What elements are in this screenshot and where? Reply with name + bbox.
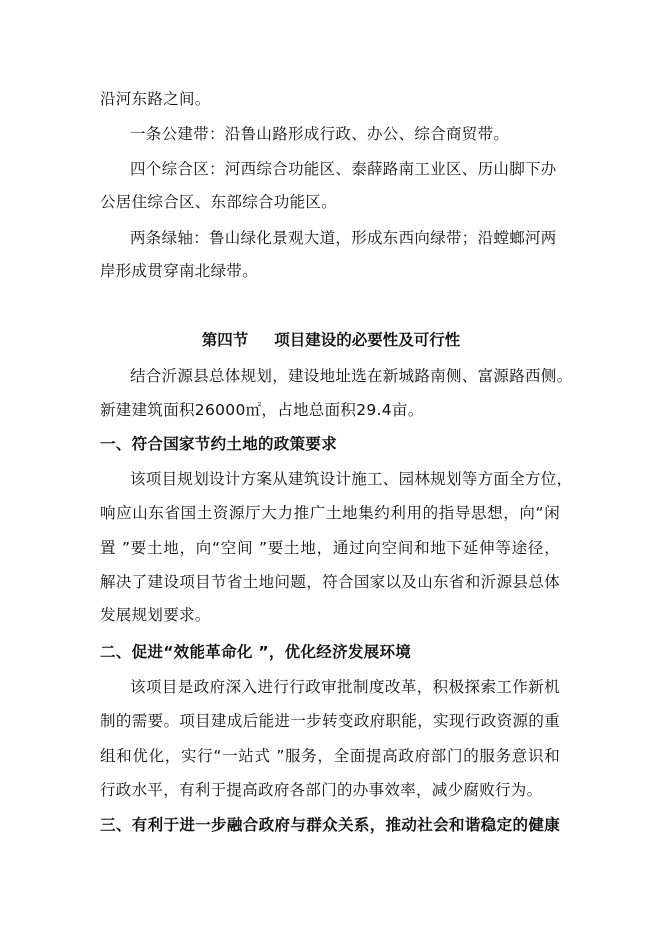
subheading-2: 二、促进“效能革命化 ”，优化经济发展环境: [100, 643, 412, 661]
paragraph-line: 岸形成贯穿南北绿带。: [100, 262, 259, 280]
section-heading: [0, 330, 662, 350]
subheading-1: 一、符合国家节约土地的政策要求: [100, 435, 338, 453]
paragraph-line: 组和优化，实行“一站式 ”服务，全面提高政府部门的服务意识和: [100, 747, 560, 765]
paragraph-line: 解决了建设项目节省土地问题，符合国家以及山东省和沂源县总体: [100, 573, 560, 591]
paragraph-line: 发展规划要求。: [100, 606, 211, 624]
paragraph-line: 行政水平，有利于提高政府各部门的办事效率，减少腐败行为。: [100, 781, 543, 799]
paragraph-line: 新建建筑面积26000㎡，占地总面积29.4亩。: [100, 401, 424, 419]
paragraph-line: 响应山东省国土资源厅大力推广土地集约利用的指导思想，向“闲: [100, 504, 560, 522]
paragraph-line: 两条绿轴：鲁山绿化景观大道，形成东西向绿带；沿螳螂河两: [130, 229, 557, 247]
section-number: 第四节: [201, 331, 249, 349]
paragraph-line: 四个综合区：河西综合功能区、泰薛路南工业区、历山脚下办: [130, 160, 557, 178]
subheading-3: 三、有利于进一步融合政府与群众关系，推动社会和谐稳定的健康: [100, 816, 560, 834]
paragraph-line: 公居住综合区、东部综合功能区。: [100, 193, 338, 211]
paragraph-line: 一条公建带：沿鲁山路形成行政、办公、综合商贸带。: [130, 125, 510, 143]
paragraph-line: 置 ”要土地，向“空间 ”要土地，通过向空间和地下延伸等途径，: [100, 539, 560, 557]
paragraph-line: 该项目规划设计方案从建筑设计施工、园林规划等方面全方位，: [130, 470, 573, 488]
paragraph-line: 制的需要。项目建成后能进一步转变政府职能，实现行政资源的重: [100, 712, 560, 730]
section-title: 项目建设的必要性及可行性: [274, 331, 461, 349]
paragraph-line: 结合沂源县总体规划，建设地址选在新城路南侧、富源路西侧。: [130, 367, 573, 385]
paragraph-line: 该项目是政府深入进行行政审批制度改革，积极探索工作新机: [130, 678, 560, 696]
paragraph-line: 沿河东路之间。: [100, 90, 211, 108]
